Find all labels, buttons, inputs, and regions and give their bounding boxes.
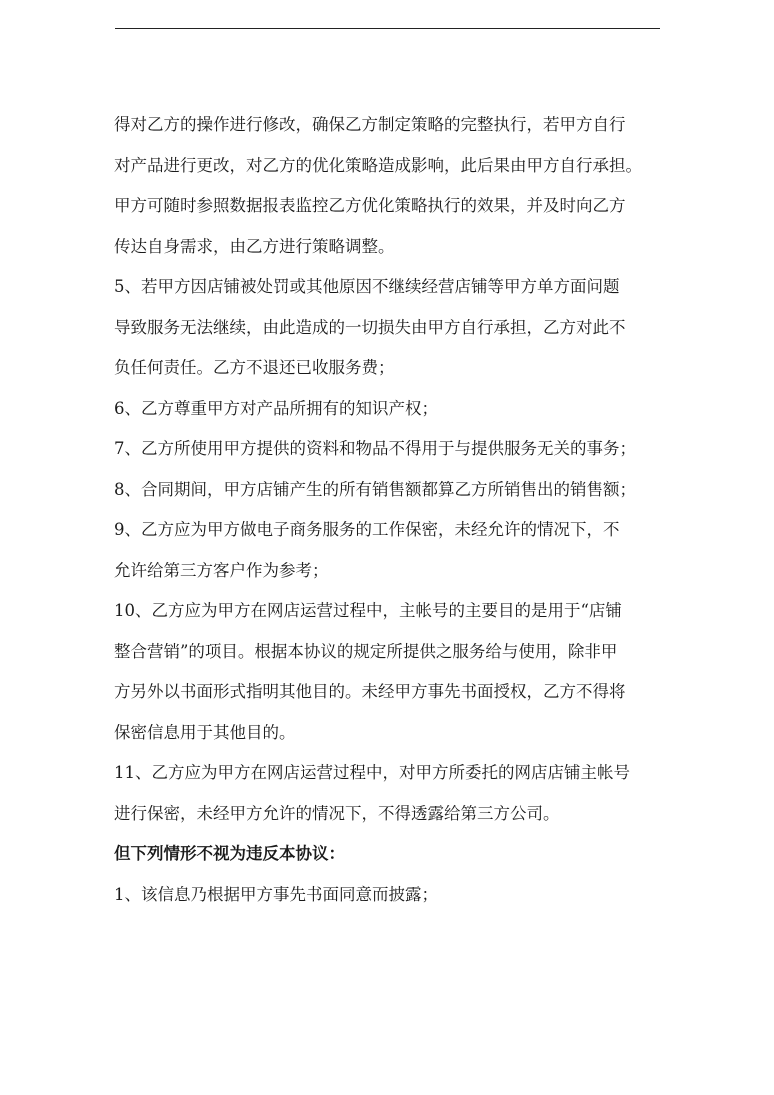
header-rule [115, 28, 660, 29]
text-line: 得对乙方的操作进行修改，确保乙方制定策略的完整执行，若甲方自行 [114, 115, 626, 134]
text-line: 9、乙方应为甲方做电子商务服务的工作保密，未经允许的情况下，不 [114, 520, 620, 539]
text-line: 负任何责任。乙方不退还已收服务费； [114, 358, 395, 377]
text-line: 1、该信息乃根据甲方事先书面同意而披露； [114, 884, 438, 904]
text-line: 进行保密，未经甲方允许的情况下，不得透露给第三方公司。 [114, 803, 560, 823]
text-line: 10、乙方应为甲方在网店运营过程中，主帐号的主要目的是用于“店铺 [114, 601, 622, 620]
text-line: 6、乙方尊重甲方对产品所拥有的知识产权； [114, 398, 438, 418]
text-line: 允许给第三方客户作为参考； [114, 560, 329, 580]
text-line: 导致服务无法继续，由此造成的一切损失由甲方自行承担，乙方对此不 [114, 317, 626, 337]
section-heading: 但下列情形不视为违反本协议： [114, 844, 345, 863]
text-line: 甲方可随时参照数据报表监控乙方优化策略执行的效果，并及时向乙方 [114, 196, 626, 215]
text-line: 11、乙方应为甲方在网店运营过程中，对甲方所委托的网店店铺主帐号 [114, 763, 630, 782]
text-line: 传达自身需求，由乙方进行策略调整。 [114, 236, 395, 256]
text-line: 5、若甲方因店铺被处罚或其他原因不继续经营店铺等甲方单方面问题 [114, 277, 620, 296]
text-line: 对产品进行更改，对乙方的优化策略造成影响，此后果由甲方自行承担。 [114, 155, 642, 175]
text-line: 7、乙方所使用甲方提供的资料和物品不得用于与提供服务无关的事务； [114, 439, 636, 458]
text-line: 整合营销”的项目。根据本协议的规定所提供之服务给与使用，除非甲 [114, 641, 618, 661]
text-line: 方另外以书面形式指明其他目的。未经甲方事先书面授权，乙方不得将 [114, 682, 626, 701]
document-body [114, 105, 666, 915]
text-line: 8、合同期间，甲方店铺产生的所有销售额都算乙方所销售出的销售额； [114, 479, 636, 499]
text-line: 保密信息用于其他目的。 [114, 722, 296, 742]
